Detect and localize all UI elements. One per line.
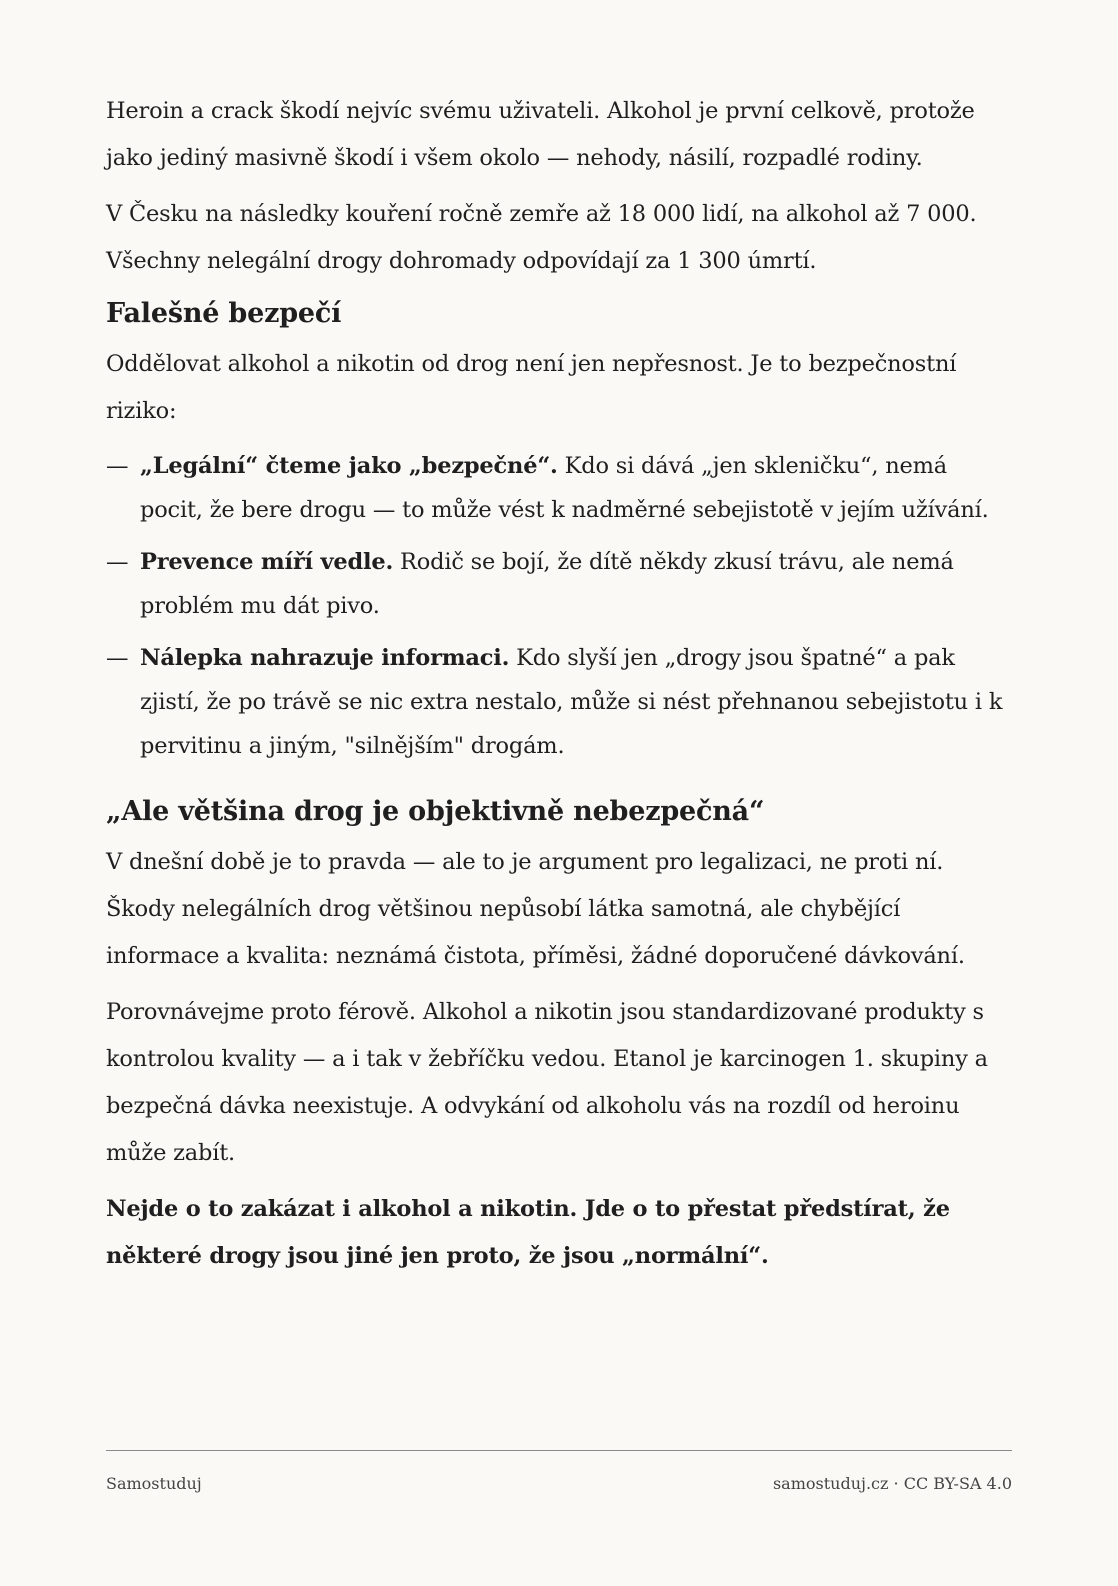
dash-bullet: — (106, 549, 129, 575)
footer-brand: Samostuduj (106, 1474, 202, 1493)
intro-paragraph-1: Heroin a crack škodí nejvíc svému uživateli. Alkohol je první celkově, protože jako jediný masivně škodí i všem okolo — nehody, násilí, rozpadlé rodiny. (106, 98, 975, 171)
list-item-text: Kdo si dává „jen skleničku“, nemá pocit, že bere drogu — to může vést k nadměrné sebejistotě v jejím užívání. (140, 453, 989, 523)
risk-list (106, 444, 1012, 768)
intro-paragraph-2: V Česku na následky kouření ročně zemře až 18 000 lidí, na alkohol až 7 000. Všechny nelegální drogy dohromady odpovídají za 1 300 úmrtí. (106, 201, 977, 274)
list-item (106, 444, 1012, 532)
list-item-lead: Prevence míří vedle. (140, 549, 394, 575)
list-item-text: Rodič se bojí, že dítě někdy zkusí trávu, ale nemá problém mu dát pivo. (140, 549, 954, 619)
section-heading-objectively-dangerous: „Ale většina drog je objektivně nebezpečná“ (106, 796, 765, 827)
list-item-lead: „Legální“ čteme jako „bezpečné“. (140, 453, 558, 479)
footer-license: samostuduj.cz · CC BY-SA 4.0 (772, 1474, 1012, 1493)
document-body (106, 88, 1012, 1280)
section1-lead-paragraph: Oddělovat alkohol a nikotin od drog není jen nepřesnost. Je to bezpečnostní riziko: (106, 351, 957, 424)
closing-statement: Nejde o to zakázat i alkohol a nikotin. Jde o to přestat předstírat, že některé drogy jsou jiné jen proto, že jsou „normální“. (106, 1196, 950, 1269)
section-heading-false-safety: Falešné bezpečí (106, 298, 342, 329)
footer-divider (106, 1450, 1012, 1451)
dash-bullet: — (106, 453, 129, 479)
list-item-lead: Nálepka nahrazuje informaci. (140, 645, 510, 671)
section2-paragraph-2: Porovnávejme proto férově. Alkohol a nikotin jsou standardizované produkty s kontrolou kvality — a i tak v žebříčku vedou. Etanol je karcinogen 1. skupiny a bezpečná dávka neexistuje. A odvykání od alkoholu vás na rozdíl od heroinu může zabít. (106, 999, 988, 1166)
dash-bullet: — (106, 645, 129, 671)
list-item (106, 636, 1012, 768)
list-item-text: Kdo slyší jen „drogy jsou špatné“ a pak zjistí, že po trávě se nic extra nestalo, může si nést přehnanou sebejistotu i k pervitinu a jiným, "silnějším" drogám. (140, 645, 1003, 759)
list-item (106, 540, 1012, 628)
section2-paragraph-1: V dnešní době je to pravda — ale to je argument pro legalizaci, ne proti ní. Škody nelegálních drog většinou nepůsobí látka samotná, ale chybějící informace a kvalita: neznámá čistota, příměsi, žádné doporučené dávkování. (106, 849, 965, 969)
